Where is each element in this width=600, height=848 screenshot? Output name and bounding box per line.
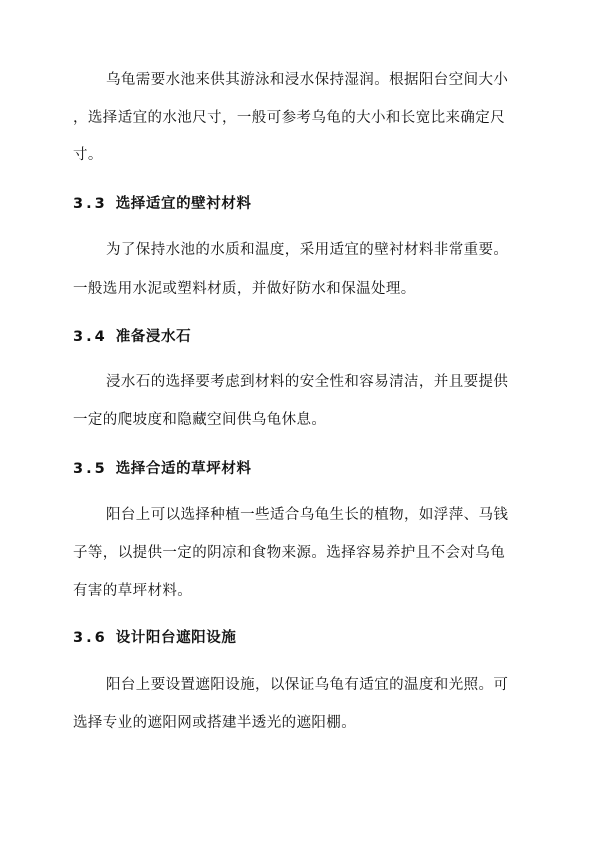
paragraph-line: 阳台上可以选择种植一些适合乌龟生长的植物，如浮萍、马钱 <box>106 507 509 523</box>
paragraph-line: 为了保持水池的水质和温度，采用适宜的壁衬材料非常重要。 <box>106 242 509 258</box>
section-title: 设计阳台遮阳设施 <box>115 630 237 646</box>
paragraph-line: 寸。 <box>73 147 103 163</box>
paragraph-line: 阳台上要设置遮阳设施，以保证乌龟有适宜的温度和光照。可 <box>106 677 509 693</box>
paragraph-line: 一定的爬坡度和隐藏空间供乌龟休息。 <box>73 412 327 428</box>
section-number: 3.4 <box>73 329 108 345</box>
section-heading-3-5 <box>73 459 252 479</box>
section-number: 3.3 <box>73 196 108 212</box>
section-title: 选择合适的草坪材料 <box>115 461 252 477</box>
section-number: 3.6 <box>73 630 108 646</box>
section-heading-3-4 <box>73 327 191 347</box>
paragraph-line: 一般选用水泥或塑料材质，并做好防水和保温处理。 <box>73 281 416 297</box>
paragraph-line: 子等，以提供一定的阴凉和食物来源。选择容易养护且不会对乌龟 <box>73 545 506 561</box>
section-title: 准备浸水石 <box>115 329 192 345</box>
paragraph-line: 选择专业的遮阳网或搭建半透光的遮阳棚。 <box>73 715 357 731</box>
paragraph-line: 乌龟需要水池来供其游泳和浸水保持湿润。根据阳台空间大小 <box>106 72 509 88</box>
section-title: 选择适宜的壁衬材料 <box>115 196 252 212</box>
section-number: 3.5 <box>73 461 108 477</box>
paragraph-line: ，选择适宜的水池尺寸，一般可参考乌龟的大小和长宽比来确定尺 <box>73 110 506 126</box>
section-heading-3-6 <box>73 628 237 648</box>
paragraph-line: 有害的草坪材料。 <box>73 583 193 599</box>
section-heading-3-3 <box>73 194 252 214</box>
paragraph-line: 浸水石的选择要考虑到材料的安全性和容易清洁，并且要提供 <box>106 374 509 390</box>
